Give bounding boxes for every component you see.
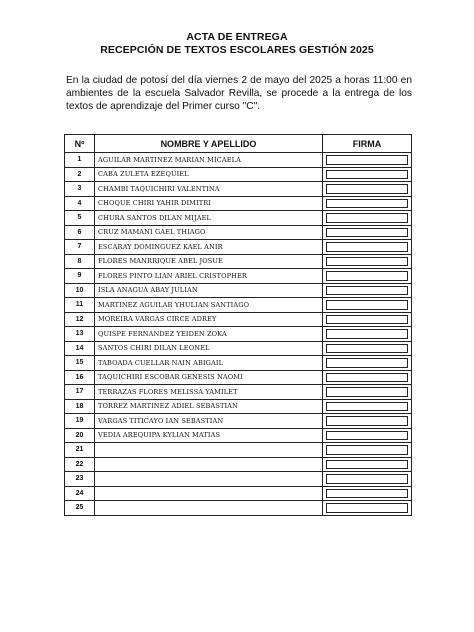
signature-cell[interactable] [323, 414, 412, 429]
row-number: 23 [65, 472, 95, 487]
row-number: 21 [65, 443, 95, 458]
student-name [95, 501, 323, 516]
table-row [65, 370, 412, 385]
signature-cell[interactable] [323, 428, 412, 443]
signature-cell[interactable] [323, 356, 412, 371]
row-number: 2 [65, 167, 95, 182]
signature-cell[interactable] [323, 182, 412, 197]
student-name: FLORES PINTO LIAN ARIEL CRISTOPHER [95, 269, 323, 284]
signature-box[interactable] [326, 170, 408, 180]
table-row [65, 472, 412, 487]
student-name [95, 486, 323, 501]
student-name: SANTOS CHIRI DILAN LEONEL [95, 341, 323, 356]
row-number: 13 [65, 327, 95, 342]
student-name: CHURA SANTOS DILAN MIJAEL [95, 211, 323, 226]
signature-box[interactable] [326, 257, 408, 267]
student-name [95, 472, 323, 487]
student-name: VARGAS TITICAYO IAN SEBASTIAN [95, 414, 323, 429]
student-name [95, 457, 323, 472]
signature-box[interactable] [326, 286, 408, 296]
signature-cell[interactable] [323, 240, 412, 255]
table-row [65, 428, 412, 443]
table-row [65, 501, 412, 516]
signature-box[interactable] [326, 460, 408, 470]
signature-box[interactable] [326, 228, 408, 238]
table-row [65, 269, 412, 284]
signature-cell[interactable] [323, 385, 412, 400]
signature-cell[interactable] [323, 312, 412, 327]
table-row [65, 327, 412, 342]
signature-box[interactable] [326, 489, 408, 499]
signature-cell[interactable] [323, 486, 412, 501]
student-name: CHAMBI TAQUICHIRI VALENTINA [95, 182, 323, 197]
signature-cell[interactable] [323, 211, 412, 226]
row-number: 3 [65, 182, 95, 197]
signature-box[interactable] [326, 474, 408, 484]
row-number: 18 [65, 399, 95, 414]
student-name: FLORES MANRRIQUE ABEL JOSUE [95, 254, 323, 269]
row-number: 22 [65, 457, 95, 472]
signature-cell[interactable] [323, 254, 412, 269]
signature-box[interactable] [326, 373, 408, 383]
table-row [65, 167, 412, 182]
signature-box[interactable] [326, 329, 408, 339]
table-row [65, 182, 412, 197]
table-row [65, 240, 412, 255]
signature-box[interactable] [326, 445, 408, 455]
table-row [65, 457, 412, 472]
signature-cell[interactable] [323, 370, 412, 385]
row-number: 5 [65, 211, 95, 226]
signature-cell[interactable] [323, 196, 412, 211]
signature-cell[interactable] [323, 225, 412, 240]
header-number: Nº [65, 135, 95, 153]
student-name: CRUZ MAMANI GAEL THIAGO [95, 225, 323, 240]
student-name: CABA ZULETA EZEQUIEL [95, 167, 323, 182]
table-row [65, 196, 412, 211]
table-row [65, 298, 412, 313]
delivery-table [64, 134, 412, 516]
student-name: TORREZ MARTINEZ ADIEL SEBASTIAN [95, 399, 323, 414]
signature-cell[interactable] [323, 167, 412, 182]
signature-box[interactable] [326, 344, 408, 354]
document-subtitle: RECEPCIÓN DE TEXTOS ESCOLARES GESTIÓN 2025 [100, 44, 374, 56]
signature-cell[interactable] [323, 472, 412, 487]
table-row [65, 414, 412, 429]
document-title: ACTA DE ENTREGA [186, 31, 288, 43]
signature-cell[interactable] [323, 341, 412, 356]
signature-box[interactable] [326, 387, 408, 397]
signature-cell[interactable] [323, 457, 412, 472]
student-name: TERRAZAS FLORES MELISSA YAMILET [95, 385, 323, 400]
signature-cell[interactable] [323, 327, 412, 342]
student-name: TABOADA CUELLAR NAIN ABIGAIL [95, 356, 323, 371]
signature-box[interactable] [326, 300, 408, 310]
student-name: MOREIRA VARGAS CIRCE ADREY [95, 312, 323, 327]
student-name [95, 443, 323, 458]
table-row [65, 385, 412, 400]
row-number: 12 [65, 312, 95, 327]
header-signature: FIRMA [323, 135, 412, 153]
signature-cell[interactable] [323, 443, 412, 458]
row-number: 1 [65, 153, 95, 168]
signature-cell[interactable] [323, 298, 412, 313]
row-number: 17 [65, 385, 95, 400]
row-number: 6 [65, 225, 95, 240]
signature-box[interactable] [326, 431, 408, 441]
table-header-row [65, 135, 412, 153]
row-number: 15 [65, 356, 95, 371]
signature-cell[interactable] [323, 501, 412, 516]
row-number: 8 [65, 254, 95, 269]
table-row [65, 211, 412, 226]
student-name: QUISPE FERNANDEZ YEIDEN ZOKA [95, 327, 323, 342]
signature-box[interactable] [326, 315, 408, 325]
signature-box[interactable] [326, 199, 408, 209]
signature-cell[interactable] [323, 269, 412, 284]
signature-box[interactable] [326, 402, 408, 412]
row-number: 24 [65, 486, 95, 501]
header-name: NOMBRE Y APELLIDO [95, 135, 323, 153]
signature-box[interactable] [326, 503, 408, 513]
table-row [65, 225, 412, 240]
intro-paragraph: En la ciudad de potosí del día viernes 2 de mayo del 2025 a horas 11:00 en ambientes de la escuela Salvador Revilla, se procede a la entrega de los textos de aprendizaje del Primer curso "C". [66, 75, 412, 112]
signature-box[interactable] [326, 271, 408, 281]
student-name: VEDIA AREQUIPA KYLIAN MATIAS [95, 428, 323, 443]
row-number: 25 [65, 501, 95, 516]
signature-cell[interactable] [323, 153, 412, 168]
signature-box[interactable] [326, 184, 408, 194]
student-name: ISLA ANAGUA ABAY JULIAN [95, 283, 323, 298]
signature-box[interactable] [326, 416, 408, 426]
table-row [65, 341, 412, 356]
table-row [65, 153, 412, 168]
row-number: 20 [65, 428, 95, 443]
row-number: 4 [65, 196, 95, 211]
table-row [65, 312, 412, 327]
row-number: 9 [65, 269, 95, 284]
signature-cell[interactable] [323, 283, 412, 298]
signature-box[interactable] [326, 358, 408, 368]
row-number: 10 [65, 283, 95, 298]
row-number: 14 [65, 341, 95, 356]
signature-box[interactable] [326, 213, 408, 223]
table-row [65, 486, 412, 501]
student-name: AGUILAR MARTINEZ MARIAN MICAELA [95, 153, 323, 168]
table-row [65, 254, 412, 269]
table-row [65, 283, 412, 298]
student-name: TAQUICHIRI ESCOBAR GENESIS NAOMI [95, 370, 323, 385]
row-number: 19 [65, 414, 95, 429]
signature-box[interactable] [326, 155, 408, 165]
row-number: 16 [65, 370, 95, 385]
student-name: CHOQUE CHIRI YAHIR DIMITRI [95, 196, 323, 211]
student-name: MARTINEZ AGUILAR YHULIAN SANTIAGO [95, 298, 323, 313]
row-number: 7 [65, 240, 95, 255]
table-row [65, 399, 412, 414]
table-row [65, 443, 412, 458]
signature-box[interactable] [326, 242, 408, 252]
signature-cell[interactable] [323, 399, 412, 414]
student-name: ESCARAY DOMINGUEZ KAEL ANIR [95, 240, 323, 255]
row-number: 11 [65, 298, 95, 313]
table-row [65, 356, 412, 371]
